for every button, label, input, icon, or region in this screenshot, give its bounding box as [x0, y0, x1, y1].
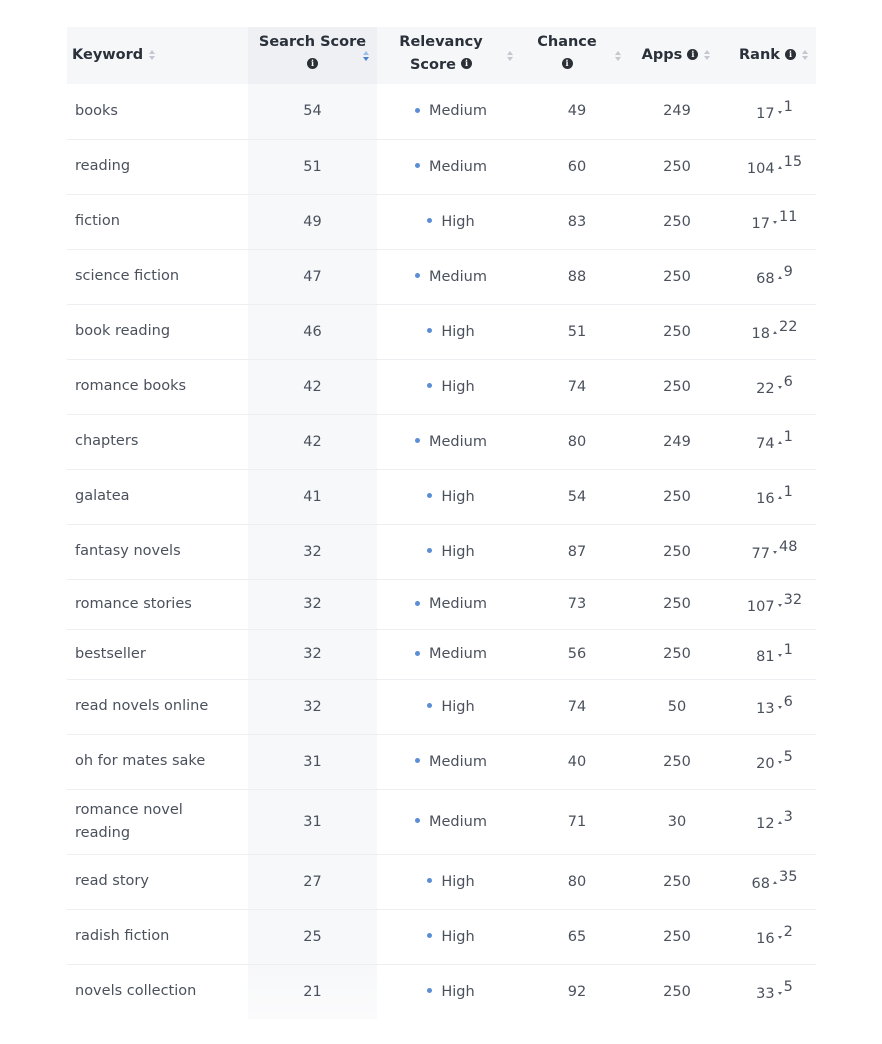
rank-value: 68 — [756, 270, 775, 287]
rank-change-value: 1 — [783, 484, 793, 501]
header-search-score-label: Search Score — [258, 33, 367, 50]
relevancy-cell — [377, 84, 525, 139]
search-score-cell: 47 — [248, 249, 377, 304]
table-row[interactable] — [67, 249, 816, 304]
chance-info-icon[interactable]: i — [562, 58, 573, 69]
relevancy-cell — [377, 964, 525, 1019]
relevancy-dot-icon — [427, 933, 432, 938]
rank-up-icon — [778, 821, 782, 824]
search-score-cell: 27 — [248, 854, 377, 909]
apps-cell: 250 — [663, 983, 691, 1000]
relevancy-value: High — [441, 698, 475, 715]
apps-cell: 250 — [629, 194, 725, 249]
keyword-text[interactable]: reading — [75, 158, 131, 174]
relevancy-value: High — [441, 983, 475, 1000]
rank-value: 68 — [751, 875, 770, 892]
rank-value: 74 — [756, 435, 775, 452]
rank-value: 107 — [746, 598, 775, 615]
relevancy-cell — [377, 194, 525, 249]
rank-cell — [725, 679, 816, 734]
keyword-cell[interactable] — [67, 84, 248, 139]
search-score-cell: 31 — [248, 734, 377, 789]
rank-group — [756, 981, 793, 1002]
keyword-cell[interactable] — [67, 139, 248, 194]
table-row[interactable] — [67, 789, 816, 854]
sort-chance-icon[interactable] — [615, 50, 623, 62]
table-row[interactable] — [67, 679, 816, 734]
keyword-text[interactable]: romance books — [75, 378, 187, 394]
rank-cell — [725, 854, 816, 909]
keyword-cell[interactable] — [67, 469, 248, 524]
table-row[interactable] — [67, 84, 816, 139]
relevancy-dot-icon — [427, 988, 432, 993]
rank-value: 77 — [751, 545, 770, 562]
table-row[interactable] — [67, 734, 816, 789]
header-rank-label: Rank — [739, 47, 780, 63]
apps-cell: 30 — [629, 789, 725, 854]
relevancy-value: High — [441, 928, 475, 945]
rank-down-icon — [778, 604, 782, 607]
rank-down-icon — [778, 111, 782, 114]
rank-down-icon — [773, 221, 777, 224]
apps-cell: 250 — [629, 524, 725, 579]
rank-up-icon — [778, 441, 782, 444]
rank-change-value: 9 — [783, 264, 793, 281]
rank-group — [756, 926, 793, 947]
relevancy-dot-icon — [415, 818, 420, 823]
rank-cell — [725, 579, 816, 629]
rank-value: 16 — [756, 930, 775, 947]
rank-value: 17 — [751, 215, 770, 232]
keyword-cell[interactable] — [67, 524, 248, 579]
relevancy-cell — [377, 249, 525, 304]
rank-cell — [725, 359, 816, 414]
keyword-cell[interactable] — [67, 414, 248, 469]
rank-value: 16 — [756, 490, 775, 507]
rank-change-value: 48 — [779, 539, 798, 556]
relevancy-info-icon[interactable]: i — [461, 58, 472, 69]
rank-cell — [725, 789, 816, 854]
rank-change-value: 35 — [779, 869, 798, 886]
relevancy-dot-icon — [415, 163, 420, 168]
keyword-cell[interactable] — [67, 909, 248, 964]
relevancy-dot-icon — [427, 493, 432, 498]
relevancy-cell — [377, 469, 525, 524]
rank-value: 104 — [746, 160, 775, 177]
rank-cell — [725, 524, 816, 579]
rank-down-icon — [778, 936, 782, 939]
search-score-cell: 25 — [248, 909, 377, 964]
chance-cell: 65 — [525, 909, 629, 964]
search-score-cell: 46 — [248, 304, 377, 359]
relevancy-cell — [377, 414, 525, 469]
rank-group — [752, 871, 798, 892]
rank-group — [756, 431, 793, 452]
keyword-text[interactable]: read story — [75, 873, 149, 889]
relevancy-dot-icon — [427, 328, 432, 333]
rank-cell — [725, 469, 816, 524]
table-row[interactable] — [67, 964, 816, 1019]
keyword-cell[interactable] — [67, 304, 248, 359]
keyword-cell[interactable] — [67, 194, 248, 249]
table-row[interactable] — [67, 139, 816, 194]
chance-cell: 83 — [525, 194, 629, 249]
rank-cell — [725, 909, 816, 964]
keyword-cell[interactable] — [67, 579, 248, 629]
rank-group — [756, 751, 793, 772]
relevancy-value: High — [441, 543, 475, 560]
rank-change-value: 15 — [783, 154, 803, 171]
keyword-cell[interactable] — [67, 854, 248, 909]
search-score-cell: 41 — [248, 469, 377, 524]
rank-up-icon — [773, 331, 777, 334]
relevancy-value: Medium — [429, 813, 487, 830]
rank-group — [756, 376, 793, 397]
chance-cell: 74 — [525, 679, 629, 734]
relevancy-dot-icon — [415, 651, 420, 656]
rank-change-value: 5 — [783, 979, 793, 996]
rank-down-icon — [773, 551, 777, 554]
keyword-text[interactable]: chapters — [75, 433, 139, 449]
keyword-text[interactable]: romance stories — [75, 595, 192, 612]
rank-value: 17 — [756, 105, 775, 122]
header-apps-label: Apps — [641, 47, 683, 63]
keyword-text[interactable]: read novels online — [75, 698, 209, 714]
rank-cell — [725, 249, 816, 304]
keyword-text[interactable]: bestseller — [75, 645, 146, 662]
table-header — [67, 27, 816, 84]
relevancy-value: High — [441, 378, 475, 395]
rank-change-value: 11 — [779, 209, 798, 226]
rank-change-value: 1 — [783, 98, 793, 115]
header-keyword-label: Keyword — [72, 46, 144, 63]
header-relevancy-label-line1: Relevancy — [399, 33, 483, 50]
table-row[interactable] — [67, 194, 816, 249]
rank-group — [752, 541, 798, 562]
relevancy-cell — [377, 579, 525, 629]
rank-group — [756, 696, 793, 717]
rank-change-value: 32 — [783, 591, 803, 608]
chance-cell: 56 — [525, 629, 629, 679]
sort-keyword-icon[interactable] — [149, 49, 157, 61]
rank-group — [752, 211, 798, 232]
rank-change-value: 1 — [783, 641, 793, 658]
rank-cell — [725, 304, 816, 359]
relevancy-value: Medium — [429, 158, 487, 175]
header-relevancy-label-line2: Score — [409, 56, 456, 73]
chance-cell: 71 — [525, 789, 629, 854]
table-row[interactable] — [67, 359, 816, 414]
apps-cell: 250 — [629, 359, 725, 414]
apps-cell: 250 — [629, 629, 725, 679]
rank-cell — [725, 734, 816, 789]
rank-change-value: 6 — [783, 694, 793, 711]
apps-cell: 250 — [629, 734, 725, 789]
relevancy-dot-icon — [415, 108, 420, 113]
keyword-cell[interactable] — [67, 964, 248, 1019]
rank-change-value: 1 — [783, 429, 793, 446]
rank-value: 18 — [751, 325, 770, 342]
chance-cell: 73 — [525, 579, 629, 629]
table-row[interactable] — [67, 579, 816, 629]
relevancy-dot-icon — [427, 548, 432, 553]
rank-up-icon — [773, 881, 777, 884]
relevancy-cell — [377, 734, 525, 789]
sort-rank-icon[interactable] — [802, 49, 810, 61]
relevancy-dot-icon — [427, 383, 432, 388]
table-row[interactable] — [67, 414, 816, 469]
header-chance-label: Chance — [537, 33, 597, 50]
header-apps[interactable] — [629, 27, 725, 84]
keyword-text[interactable]: fiction — [75, 213, 120, 229]
search-score-cell: 32 — [248, 629, 377, 679]
relevancy-value: Medium — [429, 596, 487, 612]
keyword-table — [67, 27, 816, 1019]
relevancy-value: Medium — [429, 433, 487, 450]
rank-cell — [725, 84, 816, 139]
keyword-text[interactable]: novels collection — [75, 983, 197, 1000]
apps-cell: 250 — [629, 579, 725, 629]
table-row[interactable] — [67, 629, 816, 679]
keyword-text[interactable]: fantasy novels — [75, 543, 181, 559]
header-chance[interactable] — [525, 27, 629, 84]
relevancy-dot-icon — [415, 438, 420, 443]
chance-cell: 80 — [525, 854, 629, 909]
rank-value: 13 — [756, 700, 775, 717]
header-keyword[interactable] — [67, 27, 248, 84]
relevancy-value: High — [441, 873, 475, 890]
rank-group — [756, 641, 793, 665]
rank-value: 12 — [756, 815, 775, 832]
keyword-text[interactable]: romance novel reading — [75, 801, 183, 841]
relevancy-cell — [377, 789, 525, 854]
chance-cell: 80 — [525, 414, 629, 469]
chance-cell: 49 — [525, 84, 629, 139]
rank-value: 22 — [756, 380, 775, 397]
relevancy-dot-icon — [415, 758, 420, 763]
rank-up-icon — [778, 166, 782, 169]
rank-value: 20 — [756, 755, 775, 772]
relevancy-cell — [377, 679, 525, 734]
keyword-text[interactable]: radish fiction — [75, 928, 170, 944]
relevancy-dot-icon — [427, 878, 432, 883]
rank-group — [747, 156, 802, 177]
keyword-cell[interactable] — [67, 249, 248, 304]
relevancy-cell — [377, 139, 525, 194]
rank-info-icon[interactable]: i — [785, 49, 796, 60]
rank-down-icon — [778, 706, 782, 709]
rank-up-icon — [778, 496, 782, 499]
apps-cell: 250 — [629, 249, 725, 304]
rank-change-value: 6 — [783, 374, 793, 391]
apps-cell: 50 — [629, 679, 725, 734]
rank-value: 81 — [756, 648, 775, 665]
rank-group — [752, 321, 798, 342]
keyword-cell[interactable] — [67, 679, 248, 734]
relevancy-value: High — [441, 323, 475, 340]
rank-down-icon — [778, 386, 782, 389]
search-score-cell: 51 — [248, 139, 377, 194]
rank-group — [746, 591, 803, 615]
search-score-cell: 42 — [248, 414, 377, 469]
apps-cell: 250 — [629, 854, 725, 909]
relevancy-value: High — [441, 488, 475, 505]
table-row[interactable] — [67, 469, 816, 524]
rank-value: 33 — [756, 986, 775, 1003]
relevancy-dot-icon — [427, 703, 432, 708]
apps-cell: 250 — [629, 469, 725, 524]
rank-cell — [725, 414, 816, 469]
relevancy-cell — [377, 524, 525, 579]
relevancy-value: Medium — [429, 646, 487, 662]
rank-down-icon — [778, 654, 782, 657]
rank-change-value: 5 — [783, 749, 793, 766]
chance-cell: 88 — [525, 249, 629, 304]
apps-cell: 250 — [629, 139, 725, 194]
relevancy-cell — [377, 909, 525, 964]
apps-cell: 249 — [629, 414, 725, 469]
rank-cell — [725, 629, 816, 679]
rank-group — [756, 266, 793, 287]
table-row[interactable] — [67, 909, 816, 964]
search-score-cell: 49 — [248, 194, 377, 249]
apps-cell: 249 — [629, 84, 725, 139]
relevancy-dot-icon — [415, 273, 420, 278]
relevancy-value: Medium — [429, 268, 487, 285]
rank-change-value: 3 — [783, 809, 793, 826]
chance-cell: 60 — [525, 139, 629, 194]
keyword-cell[interactable] — [67, 789, 248, 854]
relevancy-value: Medium — [429, 103, 487, 120]
rank-cell — [725, 964, 816, 1019]
apps-cell: 250 — [629, 909, 725, 964]
relevancy-cell — [377, 854, 525, 909]
keyword-text[interactable]: book reading — [75, 323, 171, 339]
keyword-text[interactable]: galatea — [75, 488, 130, 504]
keyword-cell[interactable] — [67, 629, 248, 679]
search-score-cell: 32 — [248, 524, 377, 579]
table-row[interactable] — [67, 854, 816, 909]
rank-group — [756, 486, 793, 507]
header-rank[interactable] — [725, 27, 816, 84]
relevancy-cell — [377, 304, 525, 359]
search-score-info-icon[interactable]: i — [307, 58, 318, 69]
keyword-text[interactable]: oh for mates sake — [75, 753, 206, 769]
rank-down-icon — [778, 992, 782, 995]
keyword-cell[interactable] — [67, 359, 248, 414]
sort-apps-icon[interactable] — [704, 49, 712, 61]
rank-change-value: 2 — [783, 924, 793, 941]
rank-group — [756, 811, 793, 832]
rank-down-icon — [778, 761, 782, 764]
chance-cell: 51 — [525, 304, 629, 359]
rank-cell — [725, 139, 816, 194]
search-score-cell: 21 — [248, 964, 377, 1019]
search-score-cell: 54 — [248, 84, 377, 139]
search-score-cell: 32 — [248, 579, 377, 629]
relevancy-cell — [377, 359, 525, 414]
relevancy-value: Medium — [429, 753, 487, 770]
apps-cell: 250 — [629, 304, 725, 359]
chance-cell: 92 — [567, 983, 587, 1000]
keyword-cell[interactable] — [67, 734, 248, 789]
table-row[interactable] — [67, 524, 816, 579]
table-row[interactable] — [67, 304, 816, 359]
relevancy-dot-icon — [415, 601, 420, 606]
rank-up-icon — [778, 276, 782, 279]
keyword-text[interactable]: science fiction — [75, 268, 180, 284]
rank-group — [756, 98, 793, 122]
rank-change-value: 22 — [779, 319, 798, 336]
search-score-cell: 31 — [248, 789, 377, 854]
relevancy-dot-icon — [427, 218, 432, 223]
relevancy-cell — [377, 629, 525, 679]
rank-cell — [725, 194, 816, 249]
table-body — [67, 84, 816, 1019]
chance-cell: 87 — [525, 524, 629, 579]
chance-cell: 40 — [525, 734, 629, 789]
chance-cell: 74 — [525, 359, 629, 414]
keyword-text[interactable]: books — [75, 102, 118, 119]
header-relevancy-score[interactable] — [377, 27, 525, 84]
chance-cell: 54 — [525, 469, 629, 524]
apps-info-icon[interactable]: i — [687, 49, 698, 60]
relevancy-value: High — [441, 213, 475, 230]
search-score-cell: 32 — [248, 679, 377, 734]
search-score-cell: 42 — [248, 359, 377, 414]
